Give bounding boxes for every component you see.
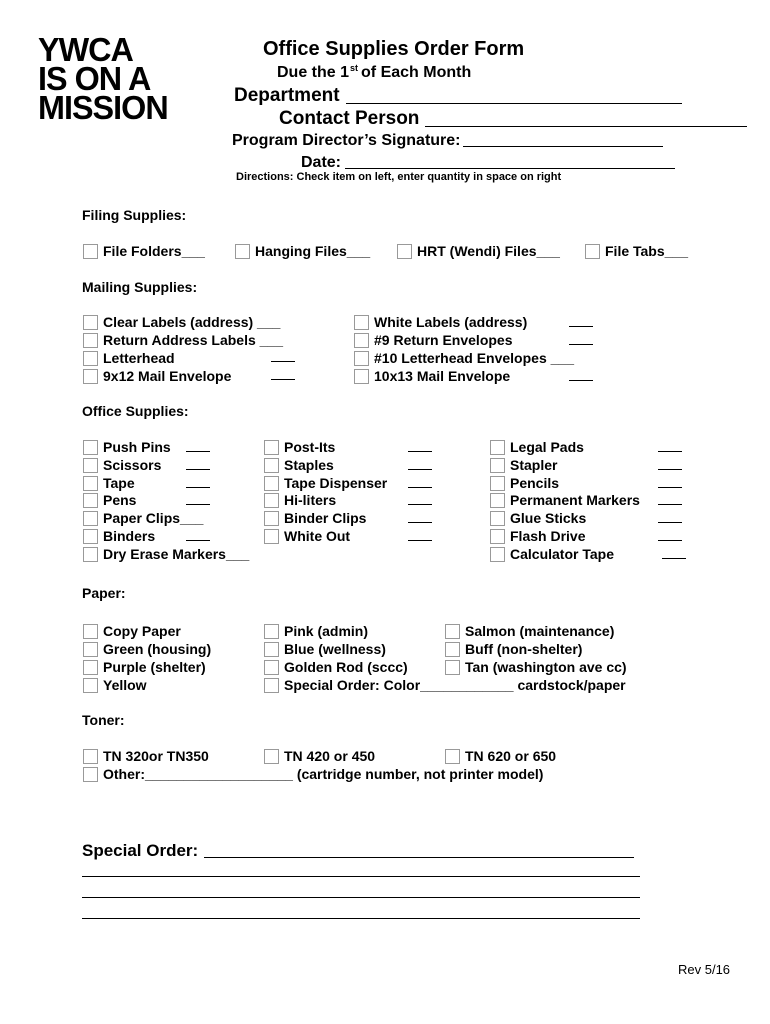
item-label: Other:___________________ (cartridge number, not printer model) — [103, 766, 544, 782]
due-sup: st — [350, 63, 359, 73]
checkbox[interactable] — [264, 624, 279, 639]
quantity-blank[interactable] — [658, 469, 682, 470]
mailing-item[interactable] — [354, 331, 513, 349]
checkbox[interactable] — [264, 511, 279, 526]
item-label: Return Address Labels ___ — [103, 332, 283, 348]
checkbox[interactable] — [490, 458, 505, 473]
office-item[interactable] — [490, 438, 584, 456]
checkbox[interactable] — [264, 458, 279, 473]
checkbox[interactable] — [83, 511, 98, 526]
item-label: File Tabs___ — [605, 243, 689, 259]
checkbox[interactable] — [354, 315, 369, 330]
filing-item[interactable] — [83, 242, 205, 260]
checkbox[interactable] — [490, 529, 505, 544]
item-label: Calculator Tape — [510, 546, 614, 562]
item-label: White Labels (address) — [374, 314, 528, 330]
item-label: Clear Labels (address) ___ — [103, 314, 281, 330]
quantity-blank[interactable] — [408, 451, 432, 452]
checkbox[interactable] — [83, 476, 98, 491]
item-label: Dry Erase Markers___ — [103, 546, 250, 562]
toner-other-item[interactable] — [83, 765, 543, 783]
office-item[interactable] — [490, 545, 614, 563]
checkbox[interactable] — [490, 511, 505, 526]
item-label: Paper Clips___ — [103, 510, 204, 526]
special-order-field — [82, 841, 634, 861]
mailing-item[interactable] — [354, 313, 527, 331]
item-label: TN 320or TN350 — [103, 748, 209, 764]
special-order-input-line[interactable] — [204, 857, 634, 858]
signature-field — [232, 132, 663, 150]
item-label: White Out — [284, 528, 351, 544]
checkbox[interactable] — [354, 351, 369, 366]
office-item[interactable] — [490, 474, 559, 492]
filing-item[interactable] — [397, 242, 560, 260]
checkbox[interactable] — [264, 529, 279, 544]
office-item[interactable] — [83, 545, 249, 563]
item-label: Hanging Files___ — [255, 243, 371, 259]
paper-item[interactable] — [83, 676, 147, 694]
item-label: HRT (Wendi) Files___ — [417, 243, 560, 259]
checkbox[interactable] — [445, 624, 460, 639]
checkbox[interactable] — [83, 678, 98, 693]
checkbox[interactable] — [83, 369, 98, 384]
due-date-note — [277, 63, 471, 82]
quantity-blank[interactable] — [658, 504, 682, 505]
checkbox[interactable] — [490, 493, 505, 508]
checkbox[interactable] — [264, 493, 279, 508]
checkbox[interactable] — [83, 624, 98, 639]
item-label: Buff (non-shelter) — [465, 641, 583, 657]
paper-item[interactable] — [264, 622, 368, 640]
quantity-blank[interactable] — [271, 379, 295, 380]
checkbox[interactable] — [264, 642, 279, 657]
office-item[interactable] — [264, 527, 350, 545]
office-item[interactable] — [83, 474, 135, 492]
filing-item[interactable] — [235, 242, 370, 260]
office-item[interactable] — [490, 456, 557, 474]
checkbox[interactable] — [83, 440, 98, 455]
item-label: Legal Pads — [510, 439, 584, 455]
special-order-label: Special Order: — [82, 841, 199, 860]
checkbox[interactable] — [83, 458, 98, 473]
checkbox[interactable] — [490, 547, 505, 562]
paper-item[interactable] — [264, 676, 626, 694]
quantity-blank[interactable] — [662, 558, 686, 559]
date-input-line[interactable] — [345, 168, 675, 169]
paper-item[interactable] — [445, 640, 582, 658]
item-label: Binder Clips — [284, 510, 367, 526]
quantity-blank[interactable] — [658, 522, 682, 523]
item-label: Tape Dispenser — [284, 475, 388, 491]
signature-input-line[interactable] — [463, 146, 663, 147]
checkbox[interactable] — [264, 678, 279, 693]
checkbox[interactable] — [490, 440, 505, 455]
item-label: Pens — [103, 492, 137, 508]
quantity-blank[interactable] — [569, 380, 593, 381]
office-item[interactable] — [83, 509, 203, 527]
quantity-blank[interactable] — [658, 451, 682, 452]
paper-item[interactable] — [83, 622, 181, 640]
item-label: Tape — [103, 475, 135, 491]
item-label: 10x13 Mail Envelope — [374, 368, 511, 384]
checkbox[interactable] — [585, 244, 600, 259]
paper-item[interactable] — [83, 658, 206, 676]
paper-item[interactable] — [83, 640, 211, 658]
department-label: Department — [234, 85, 340, 106]
checkbox[interactable] — [235, 244, 250, 259]
item-label: 9x12 Mail Envelope — [103, 368, 232, 384]
quantity-blank[interactable] — [186, 504, 210, 505]
quantity-blank[interactable] — [408, 504, 432, 505]
quantity-blank[interactable] — [271, 361, 295, 362]
toner-item[interactable] — [83, 747, 209, 765]
office-item[interactable] — [83, 527, 155, 545]
checkbox[interactable] — [354, 333, 369, 348]
item-label: Permanent Markers — [510, 492, 640, 508]
quantity-blank[interactable] — [186, 487, 210, 488]
item-label: TN 620 or 650 — [465, 748, 557, 764]
signature-label: Program Director’s Signature: — [232, 132, 461, 149]
checkbox[interactable] — [264, 440, 279, 455]
paper-item[interactable] — [445, 658, 627, 676]
item-label: Special Order: Color____________ cardstock/paper — [284, 677, 626, 693]
special-order-line[interactable] — [82, 876, 640, 877]
checkbox[interactable] — [83, 767, 98, 782]
checkbox[interactable] — [83, 660, 98, 675]
special-order-line[interactable] — [82, 897, 640, 898]
checkbox[interactable] — [83, 244, 98, 259]
item-label: Post-Its — [284, 439, 336, 455]
due-prefix: Due the 1 — [277, 64, 350, 81]
item-label: Letterhead — [103, 350, 175, 366]
checkbox[interactable] — [445, 749, 460, 764]
special-order-line[interactable] — [82, 918, 640, 919]
office-item[interactable] — [264, 474, 387, 492]
logo-line-1: YWCA — [38, 31, 133, 68]
item-label: Staples — [284, 457, 334, 473]
item-label: Tan (washington ave cc) — [465, 659, 627, 675]
checkbox[interactable] — [83, 749, 98, 764]
quantity-blank[interactable] — [569, 326, 593, 327]
item-label: #9 Return Envelopes — [374, 332, 513, 348]
checkbox[interactable] — [83, 333, 98, 348]
toner-item[interactable] — [445, 747, 556, 765]
toner-section-title: Toner: — [82, 712, 125, 728]
paper-item[interactable] — [264, 658, 408, 676]
checkbox[interactable] — [83, 351, 98, 366]
checkbox[interactable] — [354, 369, 369, 384]
checkbox[interactable] — [445, 642, 460, 657]
item-label: File Folders___ — [103, 243, 205, 259]
contact-input-line[interactable] — [425, 126, 747, 127]
due-suffix: of Each Month — [361, 64, 472, 81]
office-item[interactable] — [83, 491, 136, 509]
item-label: Copy Paper — [103, 623, 181, 639]
item-label: Green (housing) — [103, 641, 212, 657]
quantity-blank[interactable] — [186, 540, 210, 541]
directions-text: Directions: Check item on left, enter quantity in space on right — [236, 171, 562, 183]
quantity-blank[interactable] — [408, 469, 432, 470]
ywca-logo — [38, 31, 168, 126]
contact-field — [279, 108, 747, 130]
item-label: Push Pins — [103, 439, 171, 455]
checkbox[interactable] — [83, 315, 98, 330]
checkbox[interactable] — [83, 529, 98, 544]
checkbox[interactable] — [83, 642, 98, 657]
item-label: Purple (shelter) — [103, 659, 206, 675]
office-item[interactable] — [264, 509, 366, 527]
office-item[interactable] — [490, 491, 640, 509]
contact-label: Contact Person — [279, 108, 420, 129]
paper-section-title: Paper: — [82, 585, 126, 601]
department-input-line[interactable] — [346, 103, 682, 104]
item-label: Stapler — [510, 457, 558, 473]
quantity-blank[interactable] — [658, 540, 682, 541]
item-label: Salmon (maintenance) — [465, 623, 615, 639]
item-label: Hi-liters — [284, 492, 337, 508]
checkbox[interactable] — [445, 660, 460, 675]
quantity-blank[interactable] — [658, 487, 682, 488]
revision-note: Rev 5/16 — [678, 962, 731, 977]
checkbox[interactable] — [264, 660, 279, 675]
item-label: Scissors — [103, 457, 162, 473]
mailing-item[interactable] — [83, 367, 231, 385]
office-item[interactable] — [83, 438, 171, 456]
mailing-section-title: Mailing Supplies: — [82, 279, 198, 295]
mailing-item[interactable] — [354, 367, 510, 385]
item-label: Pink (admin) — [284, 623, 369, 639]
form-title: Office Supplies Order Form — [263, 38, 525, 60]
filing-item[interactable] — [585, 242, 688, 260]
logo-line-2: IS ON A — [38, 60, 151, 97]
mailing-item[interactable] — [83, 349, 175, 367]
filing-section-title: Filing Supplies: — [82, 207, 187, 223]
item-label: #10 Letterhead Envelopes ___ — [374, 350, 574, 366]
item-label: Blue (wellness) — [284, 641, 386, 657]
checkbox[interactable] — [264, 476, 279, 491]
department-field — [234, 85, 682, 107]
office-item[interactable] — [264, 456, 334, 474]
item-label: Glue Sticks — [510, 510, 587, 526]
office-item[interactable] — [490, 509, 586, 527]
quantity-blank[interactable] — [186, 469, 210, 470]
mailing-item[interactable] — [83, 313, 280, 331]
checkbox[interactable] — [83, 547, 98, 562]
toner-item[interactable] — [264, 747, 375, 765]
checkbox[interactable] — [490, 476, 505, 491]
checkbox[interactable] — [397, 244, 412, 259]
date-label: Date: — [301, 154, 342, 171]
mailing-item[interactable] — [354, 349, 574, 367]
date-field — [301, 154, 675, 172]
office-item[interactable] — [490, 527, 585, 545]
paper-item[interactable] — [264, 640, 386, 658]
logo-line-3: MISSION — [38, 89, 168, 126]
office-section-title: Office Supplies: — [82, 403, 189, 419]
checkbox[interactable] — [83, 493, 98, 508]
office-item[interactable] — [83, 456, 161, 474]
item-label: Flash Drive — [510, 528, 586, 544]
office-item[interactable] — [264, 491, 336, 509]
item-label: Binders — [103, 528, 156, 544]
quantity-blank[interactable] — [408, 540, 432, 541]
checkbox[interactable] — [264, 749, 279, 764]
paper-item[interactable] — [445, 622, 614, 640]
quantity-blank[interactable] — [408, 522, 432, 523]
item-label: Yellow — [103, 677, 147, 693]
quantity-blank[interactable] — [408, 487, 432, 488]
item-label: TN 420 or 450 — [284, 748, 376, 764]
quantity-blank[interactable] — [186, 451, 210, 452]
item-label: Pencils — [510, 475, 560, 491]
mailing-item[interactable] — [83, 331, 283, 349]
office-item[interactable] — [264, 438, 335, 456]
item-label: Golden Rod (sccc) — [284, 659, 408, 675]
quantity-blank[interactable] — [569, 344, 593, 345]
